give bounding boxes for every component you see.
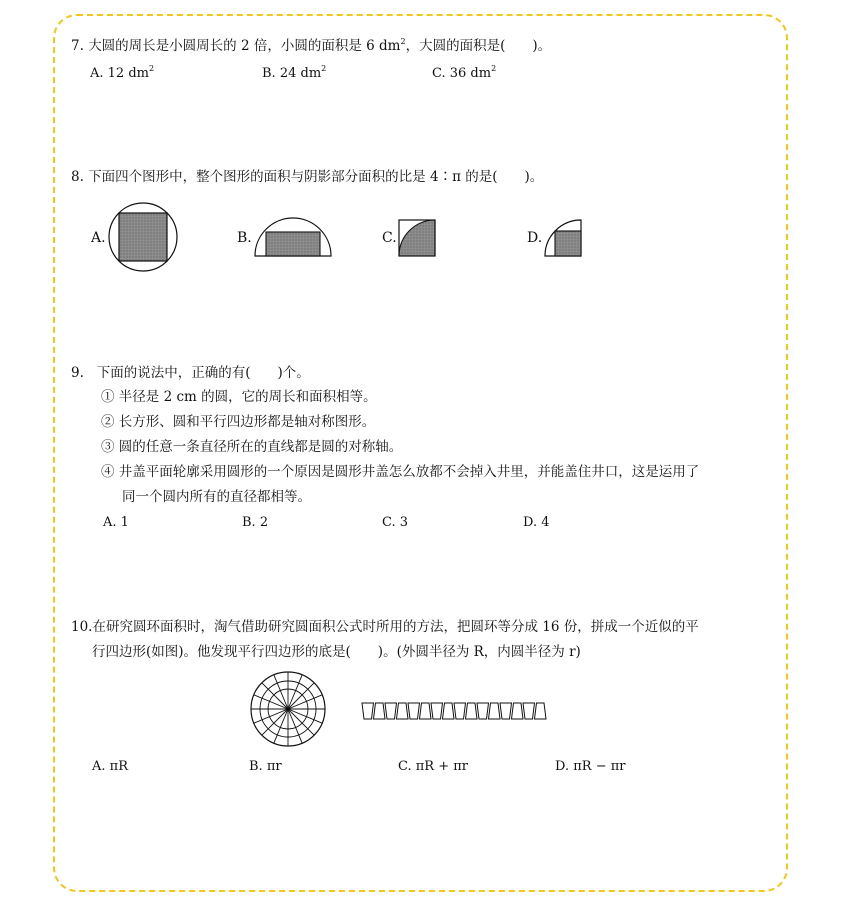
q10-stem-line2: 行四边形(如图)。他发现平行四边形的底是( )。(外圆半径为 R，内圆半径为 r) bbox=[92, 644, 581, 660]
q8-option-a-label[interactable]: A. bbox=[91, 230, 106, 246]
q9-option-a[interactable]: A. 1 bbox=[103, 515, 129, 530]
ring-radius-line bbox=[262, 683, 288, 709]
q10-option-b[interactable]: B. πr bbox=[249, 759, 282, 774]
q8-option-c-label[interactable]: C. bbox=[382, 230, 397, 246]
q8-option-d-label[interactable]: D. bbox=[527, 230, 543, 246]
q9-option-b[interactable]: B. 2 bbox=[242, 515, 269, 530]
q9-statement-2: ② 长方形、圆和平行四边形都是轴对称图形。 bbox=[101, 414, 376, 430]
q7-option-a[interactable]: A. 12 $dm^2$ bbox=[90, 64, 155, 81]
ring-segment bbox=[489, 703, 501, 719]
ring-segment bbox=[500, 703, 512, 719]
q8-option-b-label[interactable]: B. bbox=[237, 230, 252, 246]
ring-radius-line bbox=[288, 683, 314, 709]
ring-segment bbox=[512, 703, 524, 719]
q10-option-c[interactable]: C. πR + πr bbox=[398, 759, 468, 774]
ring-segment bbox=[535, 703, 547, 719]
ring-segment bbox=[477, 703, 489, 719]
ring-segment bbox=[362, 703, 374, 719]
q9-option-c[interactable]: C. 3 bbox=[382, 515, 409, 530]
q9-statement-4-cont: 同一个圆内所有的直径都相等。 bbox=[122, 489, 311, 505]
ring-segment bbox=[466, 703, 478, 719]
q9-statement-1: ① 半径是 2 cm 的圆，它的周长和面积相等。 bbox=[101, 389, 377, 405]
q10-ring-figure bbox=[249, 670, 327, 748]
q10-option-d[interactable]: D. πR − πr bbox=[555, 759, 626, 774]
ring-radius-line bbox=[288, 709, 314, 735]
q10-stem-line1: 10.在研究圆环面积时，淘气借助研究圆面积公式时所用的方法，把圆环等分成 16 份，拼成一个近似的平 bbox=[71, 619, 699, 635]
q8-stem: 8. 下面四个图形中，整个图形的面积与阴影部分面积的比是 4∶π 的是( )。 bbox=[71, 169, 544, 185]
ring-segment bbox=[454, 703, 466, 719]
q10-option-a[interactable]: A. πR bbox=[92, 759, 128, 774]
q8-figure-b bbox=[253, 218, 333, 258]
q9-statement-3: ③ 圆的任意一条直径所在的直线都是圆的对称轴。 bbox=[101, 439, 403, 455]
q8-figure-a bbox=[108, 202, 178, 272]
q8-figure-d bbox=[544, 219, 582, 257]
q7-option-c[interactable]: C. 36 $dm^2$ bbox=[432, 64, 497, 81]
q7-stem: 7. 大圆的周长是小圆周长的 2 倍，小圆的面积是 6 $dm^2$，大圆的面积是( )。 bbox=[71, 37, 552, 54]
q9-stem: 9. 下面的说法中，正确的有( )个。 bbox=[71, 365, 310, 381]
q8-figure-c bbox=[398, 219, 436, 257]
q10-parallelogram-figure bbox=[360, 701, 550, 723]
q7-option-b[interactable]: B. 24 $dm^2$ bbox=[262, 64, 327, 81]
ring-segment bbox=[374, 703, 386, 719]
ring-segment bbox=[420, 703, 432, 719]
ring-segment bbox=[431, 703, 443, 719]
ring-segment bbox=[523, 703, 535, 719]
ring-segment bbox=[397, 703, 409, 719]
ring-radius-line bbox=[262, 709, 288, 735]
ring-segment bbox=[408, 703, 420, 719]
q9-option-d[interactable]: D. 4 bbox=[523, 515, 550, 530]
q9-statement-4: ④ 井盖平面轮廓采用圆形的一个原因是圆形井盖怎么放都不会掉入井里，并能盖住井口，这是运用了 bbox=[101, 464, 700, 480]
ring-segment bbox=[443, 703, 455, 719]
ring-segment bbox=[385, 703, 397, 719]
